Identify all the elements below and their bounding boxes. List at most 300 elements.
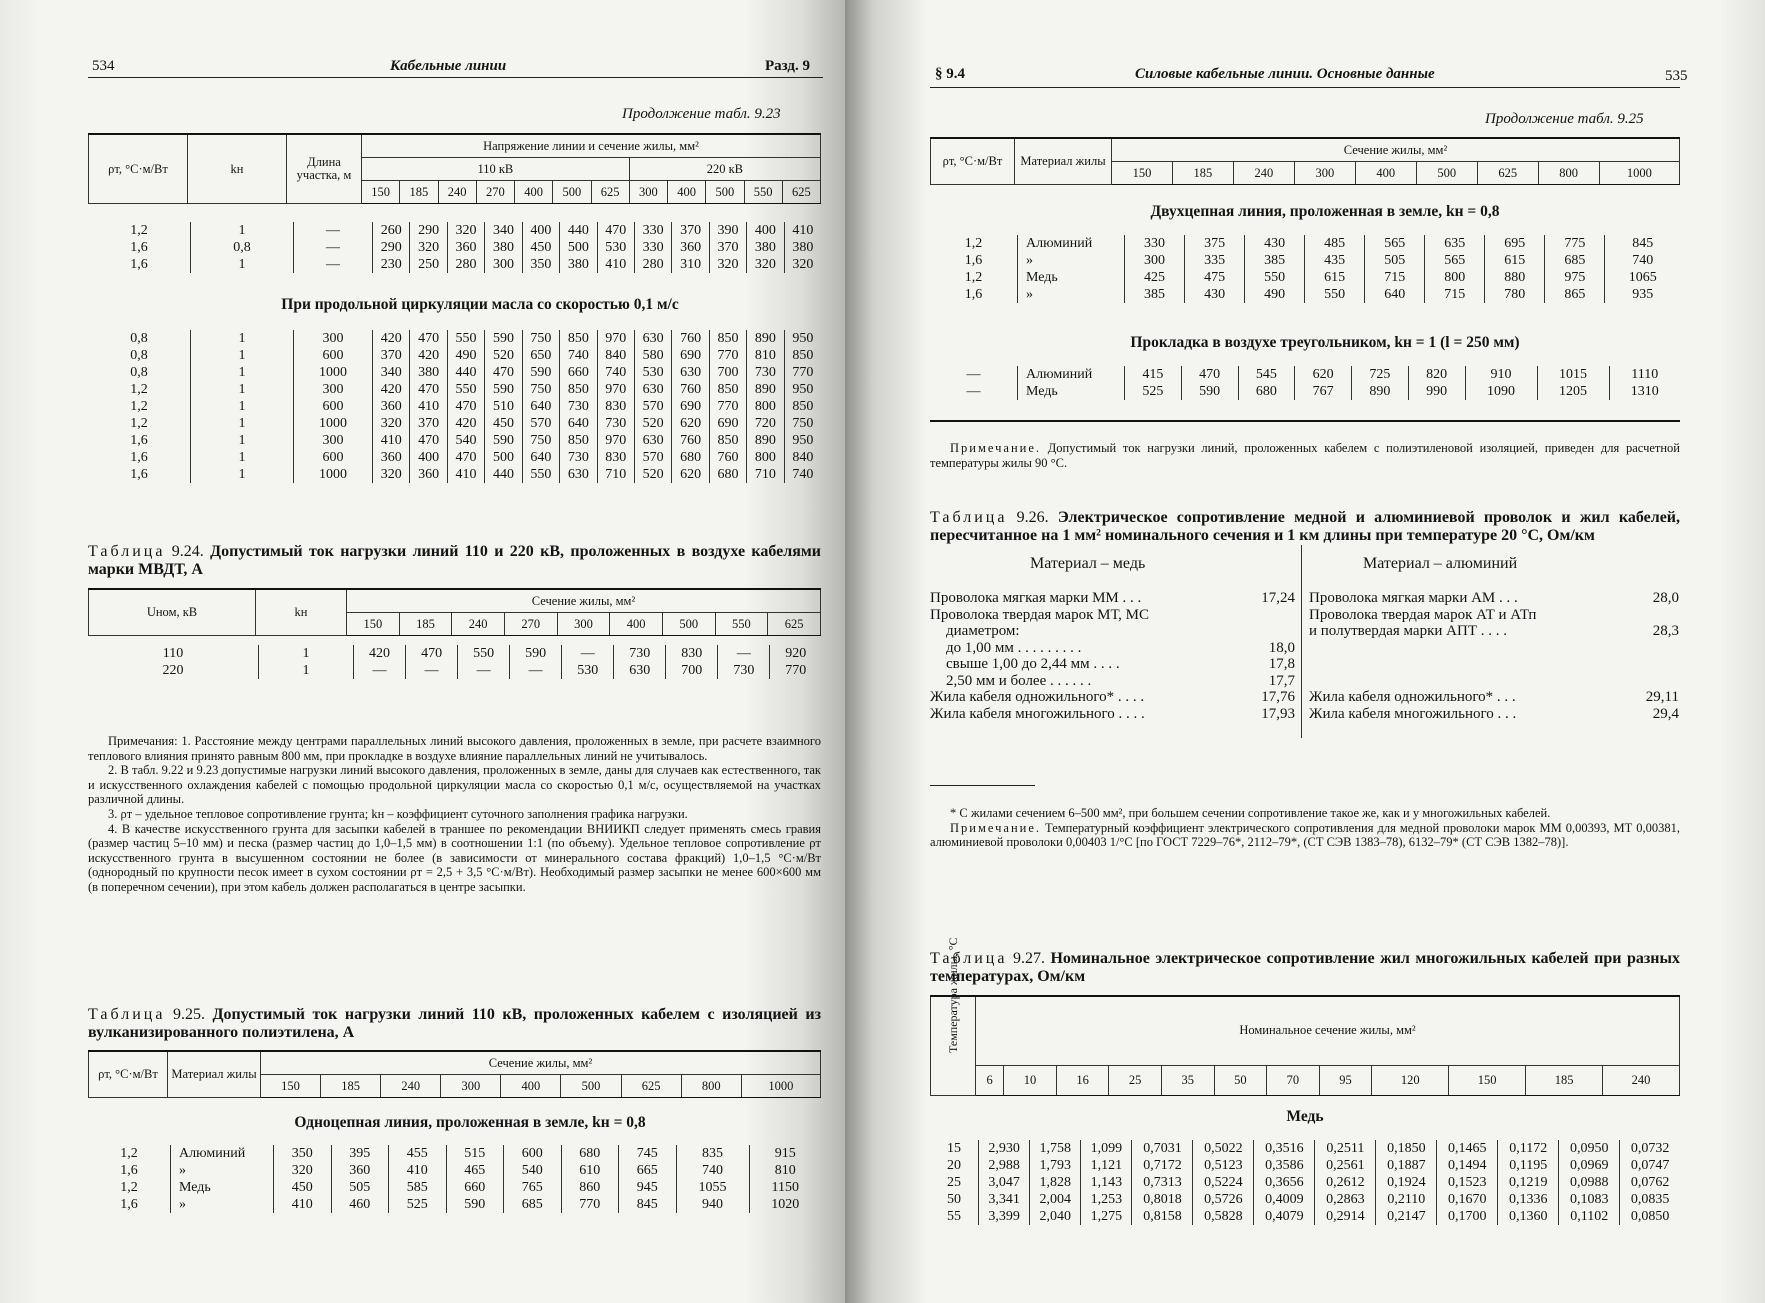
cell-value: 0,8018 xyxy=(1132,1191,1193,1208)
table-9-25-subtitle: Одноцепная линия, проложенная в земле, kн = 0,8 xyxy=(294,1114,646,1131)
table-9-23-subtitle: При продольной циркуляции масла со скоростью 0,1 м/с xyxy=(281,296,679,313)
table-9-27-body xyxy=(930,1140,1680,1225)
cell-len: 300 xyxy=(294,381,373,398)
cell-value: 550 xyxy=(447,330,484,347)
cell-value: 455 xyxy=(389,1145,447,1162)
table-row xyxy=(88,645,821,662)
cell-value: 520 xyxy=(485,347,522,364)
cell-value: 550 xyxy=(522,466,559,483)
cell-value: 620 xyxy=(1295,366,1352,383)
col-header-section-value: 300 xyxy=(1294,162,1355,185)
table-row xyxy=(88,466,821,483)
cell-u: 110 xyxy=(162,646,184,661)
cell-value: 850 xyxy=(709,381,746,398)
cell-value: 470 xyxy=(485,364,522,381)
cell-value: 465 xyxy=(446,1162,504,1179)
col-header-section-value: 70 xyxy=(1267,1065,1320,1095)
cell-value: 585 xyxy=(389,1179,447,1196)
cell-value: 0,1887 xyxy=(1376,1157,1437,1174)
cell-value: 640 xyxy=(560,415,597,432)
cell-value: 470 xyxy=(410,330,447,347)
table-continuation-label: Продолжение табл. 9.25 xyxy=(1485,111,1644,127)
cell-value: 500 xyxy=(485,449,522,466)
cell-value: 740 xyxy=(784,466,821,483)
cell-value: 770 xyxy=(770,662,821,679)
col-header-section: Номинальное сечение жилы, мм² xyxy=(976,996,1680,1065)
cell-value: 590 xyxy=(522,364,559,381)
page-number: 535 xyxy=(1665,68,1688,84)
table-row xyxy=(930,383,1680,400)
cell-value: 775 xyxy=(1545,235,1605,252)
cell-value: 525 xyxy=(1125,383,1182,400)
cell-value: 0,1700 xyxy=(1437,1208,1498,1225)
col-header-section-value: 10 xyxy=(1004,1065,1057,1095)
copper-title: Материал – медь xyxy=(1030,555,1146,572)
resistance-label: Жила кабеля одножильного* . . . . xyxy=(930,689,1145,705)
cell-value: 715 xyxy=(1425,286,1485,303)
cell-value: 470 xyxy=(1181,366,1238,383)
table-row xyxy=(88,381,821,398)
cell-value: 690 xyxy=(672,398,709,415)
cell-rho: 0,8 xyxy=(130,365,148,380)
cell-value: 640 xyxy=(522,398,559,415)
cell-value: 230 xyxy=(373,256,410,273)
cell-value: 1,143 xyxy=(1081,1174,1132,1191)
cell-value: 630 xyxy=(634,432,671,449)
cell-value: 410 xyxy=(274,1196,332,1213)
resistance-value: 28,3 xyxy=(1652,623,1679,639)
cell-rho: — xyxy=(966,367,981,382)
col-header-section-value: 500 xyxy=(706,181,744,204)
cell-rho: — xyxy=(966,384,981,399)
cell-value: 0,1523 xyxy=(1437,1174,1498,1191)
resistance-row xyxy=(930,590,1295,607)
aluminum-title: Материал – алюминий xyxy=(1363,555,1518,572)
cell-value: 370 xyxy=(410,415,447,432)
cell-value: 370 xyxy=(373,347,410,364)
resistance-row xyxy=(930,706,1295,723)
cell-value: 1090 xyxy=(1465,383,1537,400)
col-header-section-value: 240 xyxy=(1603,1065,1680,1095)
cell-len: 1000 xyxy=(294,415,373,432)
cell-value: 845 xyxy=(619,1196,677,1213)
cell-value: 320 xyxy=(709,256,746,273)
cell-value: 0,2863 xyxy=(1315,1191,1376,1208)
cell-value: 660 xyxy=(560,364,597,381)
cell-value: 0,7313 xyxy=(1132,1174,1193,1191)
table-row xyxy=(930,366,1680,383)
cell-k: 1 xyxy=(191,256,294,273)
col-header-section-value: 150 xyxy=(1449,1065,1526,1095)
cell-value: 0,5123 xyxy=(1193,1157,1254,1174)
resistance-label: Проволока мягкая марки АМ . . . xyxy=(1309,590,1518,606)
cell-value: 820 xyxy=(1408,366,1465,383)
col-header-section: Сечение жилы, мм² xyxy=(347,589,821,613)
col-header-section-value: 185 xyxy=(321,1075,381,1098)
cell-value: 280 xyxy=(634,256,671,273)
table-row xyxy=(88,222,821,239)
cell-value: 360 xyxy=(410,466,447,483)
resistance-label: свыше 1,00 до 2,44 мм . . . . xyxy=(946,656,1120,672)
table-9-25-note: Примечание. Допустимый ток нагрузки линий, проложенных кабелем с полиэтиленовой изоляцией, приведен для расчетной температуры жилы 90 °С. xyxy=(930,441,1681,470)
cell-value: 400 xyxy=(747,222,784,239)
cell-value: 890 xyxy=(1352,383,1409,400)
cell-value: 660 xyxy=(446,1179,504,1196)
cell-value: 435 xyxy=(1305,252,1365,269)
cell-value: 375 xyxy=(1185,235,1245,252)
col-header-section-value: 185 xyxy=(1526,1065,1603,1095)
cell-value: 845 xyxy=(1605,235,1680,252)
cell-value: 590 xyxy=(1181,383,1238,400)
cell-value: 380 xyxy=(485,239,522,256)
cell-value: 830 xyxy=(666,645,718,662)
table-9-23-body-a xyxy=(88,222,821,273)
cell-value: 0,5828 xyxy=(1193,1208,1254,1225)
cell-value: 420 xyxy=(410,347,447,364)
cell-value: 890 xyxy=(747,432,784,449)
resistance-row xyxy=(930,673,1295,690)
col-header-section-value: 300 xyxy=(629,181,667,204)
cell-value: 860 xyxy=(561,1179,619,1196)
cell-value: 865 xyxy=(1545,286,1605,303)
cell-value: 380 xyxy=(747,239,784,256)
resistance-value: 17,7 xyxy=(1268,672,1295,689)
table-row xyxy=(930,1140,1680,1157)
cell-value: 640 xyxy=(1365,286,1425,303)
cell-value: 0,2110 xyxy=(1376,1191,1437,1208)
cell-value: 750 xyxy=(522,432,559,449)
cell-value: 890 xyxy=(747,381,784,398)
cell-value: 470 xyxy=(597,222,634,239)
cell-value: 880 xyxy=(1485,269,1545,286)
cell-mat: » xyxy=(1018,286,1125,303)
cell-k: 1 xyxy=(259,662,354,679)
cell-value: 460 xyxy=(331,1196,389,1213)
cell-value: 280 xyxy=(447,256,484,273)
table-row xyxy=(930,235,1680,252)
col-header-section-value: 185 xyxy=(400,181,438,204)
cell-value: 0,8158 xyxy=(1132,1208,1193,1225)
cell-value: — xyxy=(354,662,406,679)
table-row xyxy=(88,1196,821,1213)
table-continuation-label: Продолжение табл. 9.23 xyxy=(622,106,781,122)
resistance-value: 29,11 xyxy=(1645,689,1679,705)
resistance-row xyxy=(1309,656,1679,673)
cell-rho: 1,2 xyxy=(120,1146,138,1161)
col-header-section-value: 240 xyxy=(452,613,505,636)
cell-rho: 1,2 xyxy=(130,223,148,238)
cell-mat: Алюминий xyxy=(1018,235,1125,252)
cell-value: 730 xyxy=(614,645,666,662)
cell-k: 1 xyxy=(191,415,294,432)
cell-value: 750 xyxy=(522,330,559,347)
table-9-25-header xyxy=(88,1050,821,1098)
cell-value: 0,7031 xyxy=(1132,1140,1193,1157)
col-header-section-value: 25 xyxy=(1109,1065,1162,1095)
cell-rho: 1,2 xyxy=(130,399,148,414)
cell-value: 0,0747 xyxy=(1620,1157,1680,1174)
table-9-23-header xyxy=(88,133,821,204)
table-row xyxy=(88,1162,821,1179)
table-row xyxy=(88,432,821,449)
cell-mat: Алюминий xyxy=(171,1145,274,1162)
cell-value: 425 xyxy=(1125,269,1185,286)
cell-len: — xyxy=(294,239,373,256)
cell-value: 0,4009 xyxy=(1254,1191,1315,1208)
cell-value: 330 xyxy=(634,222,671,239)
cell-value: 0,0950 xyxy=(1559,1140,1620,1157)
cell-value: 505 xyxy=(331,1179,389,1196)
col-header-section-value: 240 xyxy=(381,1075,441,1098)
cell-rho: 1,2 xyxy=(120,1180,138,1195)
cell-value: 680 xyxy=(709,466,746,483)
cell-value: 680 xyxy=(672,449,709,466)
cell-mat: » xyxy=(171,1162,274,1179)
cell-value: 970 xyxy=(597,432,634,449)
col-header-section-value: 800 xyxy=(1538,162,1599,185)
cell-value: 580 xyxy=(634,347,671,364)
col-header-u: Uном, кВ xyxy=(89,589,256,636)
resistance-label: диаметром: xyxy=(946,623,1020,639)
col-header-220kv: 220 кВ xyxy=(629,158,820,181)
resistance-row xyxy=(1309,673,1679,690)
col-header-section-value: 400 xyxy=(515,181,553,204)
cell-value: 680 xyxy=(1238,383,1295,400)
col-header-section-value: 300 xyxy=(557,613,610,636)
cell-value: 0,1494 xyxy=(1437,1157,1498,1174)
cell-value: 630 xyxy=(614,662,666,679)
cell-value: 440 xyxy=(447,364,484,381)
cell-rho: 1,6 xyxy=(130,240,148,255)
cell-len: 600 xyxy=(294,449,373,466)
col-header-section-value: 500 xyxy=(1416,162,1477,185)
cell-k: 0,8 xyxy=(191,239,294,256)
cell-value: 1,253 xyxy=(1081,1191,1132,1208)
table-9-26-notes: * С жилами сечением 6–500 мм², при большем сечении сопротивление такое же, как и у многожильных кабелей. Примечание. Температурный коэффициент электрического сопротивления для медной проволоки марок ММ 0,00393, МТ 0,00381, алюминиевой проволоки 0,00403 1/°С [по ГОСТ 7229–76*, 2112–79*, (СТ СЭВ 1383–78), 6132–79* (СТ СЭВ 1382–78)]. xyxy=(930,806,1680,850)
cell-value: 745 xyxy=(619,1145,677,1162)
cell-value: 0,7172 xyxy=(1132,1157,1193,1174)
cell-k: 1 xyxy=(191,364,294,381)
table-9-25-cont-header xyxy=(930,137,1680,185)
cell-value: 1110 xyxy=(1609,366,1680,383)
cell-value: 1,793 xyxy=(1030,1157,1081,1174)
table-row xyxy=(930,286,1680,303)
resistance-label: Проволока мягкая марки ММ . . . xyxy=(930,590,1142,606)
cell-value: 680 xyxy=(561,1145,619,1162)
cell-value: 690 xyxy=(672,347,709,364)
cell-value: 380 xyxy=(560,256,597,273)
col-header-section-value: 550 xyxy=(744,181,782,204)
cell-value: 1310 xyxy=(1609,383,1680,400)
cell-value: 0,1195 xyxy=(1498,1157,1559,1174)
col-header-section-value: 300 xyxy=(441,1075,501,1098)
col-header-section: Сечение жилы, мм² xyxy=(261,1051,821,1075)
cell-value: 635 xyxy=(1425,235,1485,252)
cell-value: 0,0732 xyxy=(1620,1140,1680,1157)
cell-value: 915 xyxy=(749,1145,821,1162)
table-row xyxy=(88,449,821,466)
cell-k: 1 xyxy=(191,222,294,239)
cell-value: 940 xyxy=(676,1196,749,1213)
resistance-label: Жила кабеля многожильного . . . . xyxy=(930,705,1145,722)
cell-k: 1 xyxy=(259,645,354,662)
table-row xyxy=(88,1179,821,1196)
cell-len: 300 xyxy=(294,330,373,347)
cell-value: 690 xyxy=(709,415,746,432)
cell-len: 1000 xyxy=(294,466,373,483)
cell-k: 1 xyxy=(191,466,294,483)
cell-value: 0,0850 xyxy=(1620,1208,1680,1225)
cell-k: 1 xyxy=(191,381,294,398)
cell-value: 710 xyxy=(747,466,784,483)
cell-value: 290 xyxy=(410,222,447,239)
cell-value: 730 xyxy=(747,364,784,381)
cell-value: 850 xyxy=(560,330,597,347)
table-9-25-cont-subtitle-1: Двухцепная линия, проложенная в земле, kн = 0,8 xyxy=(1150,203,1500,220)
cell-value: 550 xyxy=(1245,269,1305,286)
cell-value: 850 xyxy=(784,398,821,415)
cell-value: 1055 xyxy=(676,1179,749,1196)
cell-value: 320 xyxy=(373,466,410,483)
cell-value: 470 xyxy=(447,449,484,466)
cell-value: 0,2612 xyxy=(1315,1174,1376,1191)
col-header-k: kн xyxy=(188,134,287,204)
col-header-section-value: 185 xyxy=(399,613,452,636)
cell-t: 15 xyxy=(947,1141,961,1156)
cell-value: 630 xyxy=(634,330,671,347)
cell-value: 640 xyxy=(522,449,559,466)
col-header-k: kн xyxy=(256,589,347,636)
col-header-material: Материал жилы xyxy=(1015,138,1112,185)
cell-value: 360 xyxy=(373,398,410,415)
cell-k: 1 xyxy=(191,330,294,347)
col-header-material: Материал жилы xyxy=(168,1051,261,1098)
page-number: 534 xyxy=(92,58,115,74)
cell-rho: 1,2 xyxy=(130,416,148,431)
table-row xyxy=(88,239,821,256)
cell-value: 760 xyxy=(672,432,709,449)
cell-value: 730 xyxy=(560,398,597,415)
cell-value: — xyxy=(562,645,614,662)
table-row xyxy=(88,364,821,381)
table-row xyxy=(930,1191,1680,1208)
cell-value: 730 xyxy=(718,662,770,679)
resistance-row xyxy=(930,623,1295,640)
cell-value: 300 xyxy=(485,256,522,273)
cell-t: 50 xyxy=(947,1192,961,1207)
col-header-length: Длина участка, м xyxy=(287,134,362,204)
table-9-26-caption: Таблица 9.26. Электрическое сопротивление медной и алюминиевой проволок и жил кабелей, пересчитанное на 1 мм² номинального сечения и 1 км длины при температуре 20 °С, Ом/км xyxy=(930,509,1681,544)
cell-value: 0,1670 xyxy=(1437,1191,1498,1208)
cell-value: 3,399 xyxy=(979,1208,1030,1225)
cell-value: 715 xyxy=(1365,269,1425,286)
col-header-rho: ρт, °С·м/Вт xyxy=(931,138,1015,185)
cell-value: 910 xyxy=(1465,366,1537,383)
cell-value: 505 xyxy=(1365,252,1425,269)
cell-value: 410 xyxy=(389,1162,447,1179)
cell-value: 970 xyxy=(597,381,634,398)
cell-value: 685 xyxy=(504,1196,562,1213)
col-header-section-value: 1000 xyxy=(1599,162,1679,185)
cell-value: 525 xyxy=(389,1196,447,1213)
cell-rho: 1,6 xyxy=(130,450,148,465)
col-header-section-value: 500 xyxy=(553,181,591,204)
cell-value: 620 xyxy=(672,466,709,483)
cell-value: 0,0969 xyxy=(1559,1157,1620,1174)
cell-value: 0,0762 xyxy=(1620,1174,1680,1191)
cell-value: 290 xyxy=(373,239,410,256)
cell-value: 770 xyxy=(709,347,746,364)
cell-value: 730 xyxy=(597,415,634,432)
copper-resistance-list xyxy=(930,590,1295,722)
cell-rho: 1,6 xyxy=(120,1163,138,1178)
cell-rho: 1,6 xyxy=(964,287,983,302)
cell-value: 630 xyxy=(634,381,671,398)
table-9-24-header xyxy=(88,588,821,636)
cell-value: 335 xyxy=(1185,252,1245,269)
cell-value: 360 xyxy=(447,239,484,256)
cell-value: 0,1850 xyxy=(1376,1140,1437,1157)
cell-value: 360 xyxy=(373,449,410,466)
cell-value: 1065 xyxy=(1605,269,1680,286)
cell-value: 470 xyxy=(447,398,484,415)
resistance-row xyxy=(930,656,1295,673)
col-header-section-value: 550 xyxy=(715,613,768,636)
col-header-section-value: 35 xyxy=(1161,1065,1214,1095)
cell-value: 590 xyxy=(485,432,522,449)
cell-len: 600 xyxy=(294,398,373,415)
cell-value: 0,5224 xyxy=(1193,1174,1254,1191)
cell-value: 320 xyxy=(410,239,447,256)
cell-k: 1 xyxy=(191,398,294,415)
cell-value: 850 xyxy=(709,330,746,347)
cell-value: 390 xyxy=(709,222,746,239)
col-header-section-value: 625 xyxy=(621,1075,681,1098)
cell-value: 945 xyxy=(619,1179,677,1196)
table-row xyxy=(88,347,821,364)
cell-value: 767 xyxy=(1295,383,1352,400)
resistance-label: Проволока твердая марок АТ и АТп xyxy=(1309,606,1537,623)
cell-value: 740 xyxy=(597,364,634,381)
cell-value: 850 xyxy=(560,381,597,398)
cell-value: 420 xyxy=(447,415,484,432)
col-header-section-value: 16 xyxy=(1056,1065,1109,1095)
table-9-27-subtitle: Медь xyxy=(1286,1108,1324,1125)
cell-value: 370 xyxy=(672,222,709,239)
cell-value: 415 xyxy=(1125,366,1182,383)
col-header-voltage-section: Напряжение линии и сечение жилы, мм² xyxy=(362,134,821,158)
cell-value: 0,2511 xyxy=(1315,1140,1376,1157)
cell-value: 770 xyxy=(561,1196,619,1213)
cell-value: 830 xyxy=(597,398,634,415)
cell-value: 3,047 xyxy=(979,1174,1030,1191)
cell-rho: 1,6 xyxy=(120,1197,138,1212)
table-9-25-body xyxy=(88,1145,821,1213)
cell-value: 2,004 xyxy=(1030,1191,1081,1208)
col-header-section-value: 185 xyxy=(1172,162,1233,185)
cell-k: 1 xyxy=(191,449,294,466)
cell-value: 850 xyxy=(709,432,746,449)
cell-value: 850 xyxy=(560,432,597,449)
cell-value: 590 xyxy=(485,381,522,398)
cell-value: 450 xyxy=(485,415,522,432)
resistance-row xyxy=(1309,623,1679,640)
col-header-section-value: 50 xyxy=(1214,1065,1267,1095)
cell-value: 0,4079 xyxy=(1254,1208,1315,1225)
col-header-temperature: Температура жилы, °С xyxy=(931,996,976,1096)
cell-value: 380 xyxy=(410,364,447,381)
cell-value: 490 xyxy=(447,347,484,364)
